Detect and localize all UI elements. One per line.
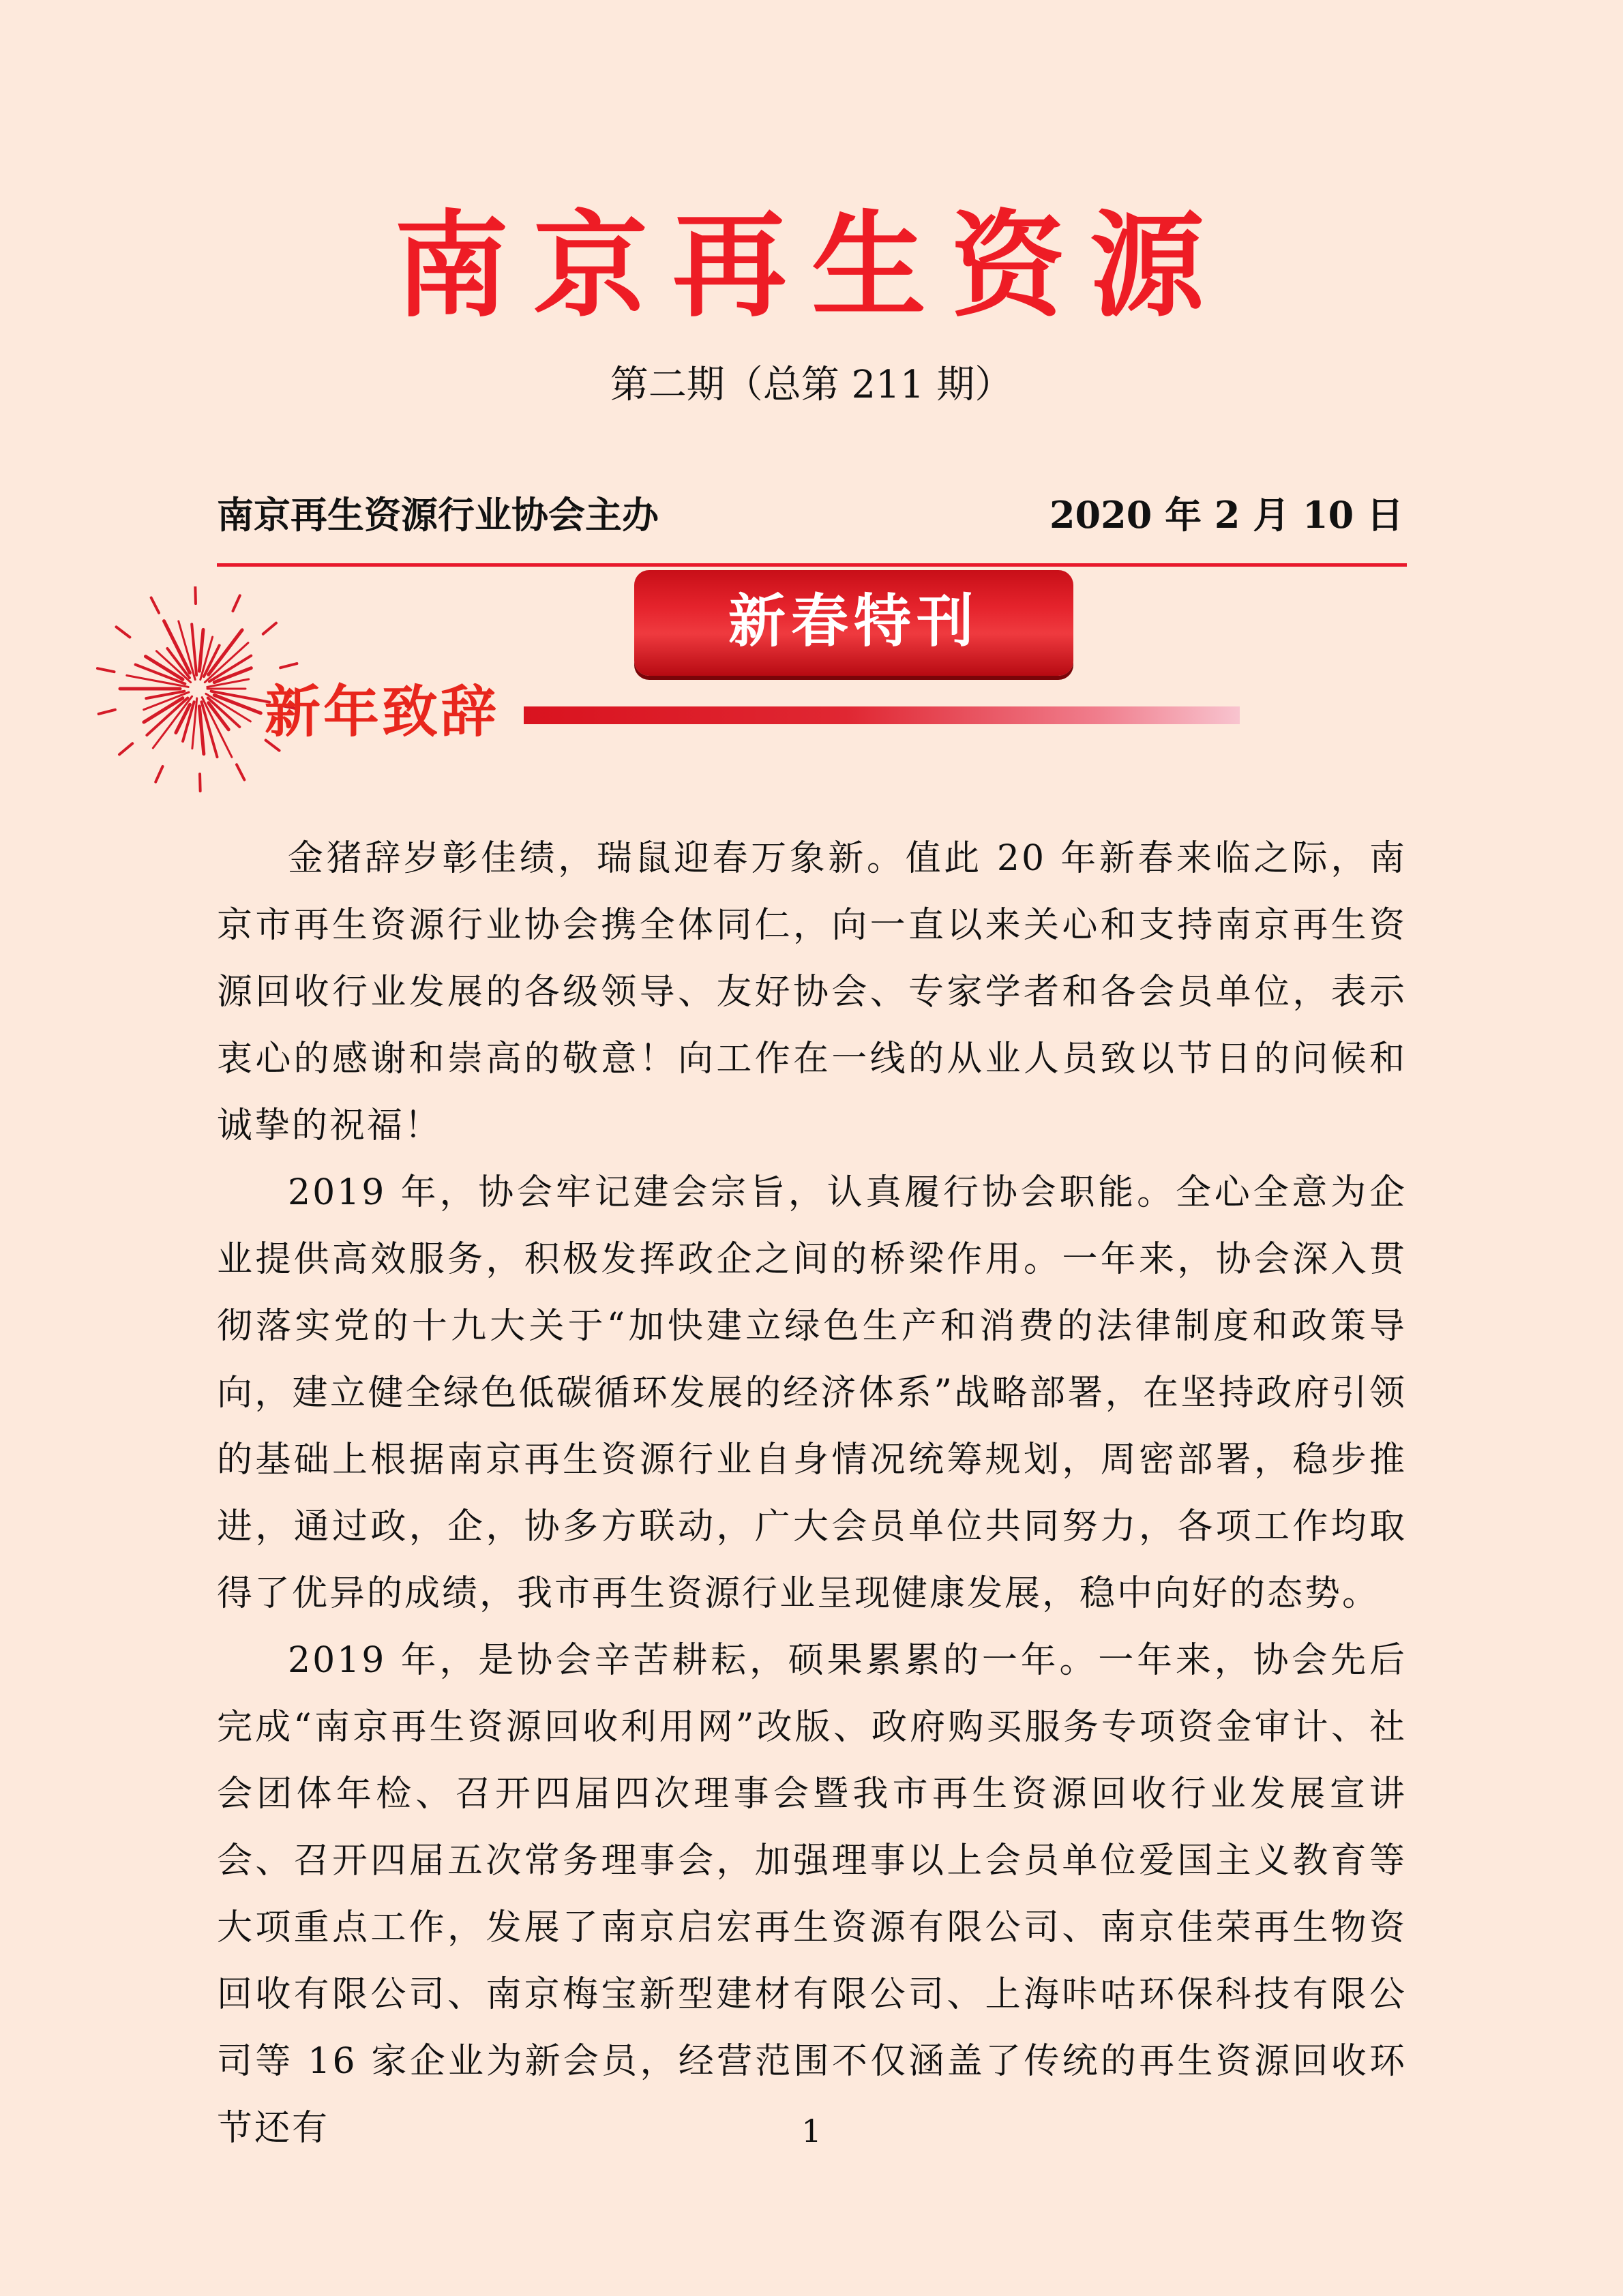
section-heading: 新年致辞 [265,680,500,745]
masthead-title: 南京再生资源 [394,199,1229,333]
article-paragraph: 2019 年，协会牢记建会宗旨，认真履行协会职能。全心全意为企业提供高效服务，积极发挥政企之间的桥梁作用。一年来，协会深入贯彻落实党的十九大关于“加快建立绿色生产和消费的法律制度和政策导向，建立健全绿色低碳循环发展的经济体系”战略部署，在坚持政府引领的基础上根据南京再生资源行业自身情况统筹规划，周密部署，稳步推进，通过政，企，协多方联动，广大会员单位共同努力，各项工作均取得了优异的成绩，我市再生资源行业呈现健康发展，稳中向好的态势。 [217,1172,1407,1614]
article-body [217,825,1407,2162]
special-issue-banner: 新春特刊 [634,570,1073,676]
organizer-label: 南京再生资源行业协会主办 [217,493,659,537]
article-paragraph: 2019 年，是协会辛苦耕耘，硕果累累的一年。一年来，协会先后完成“南京再生资源回收利用网”改版、政府购买服务专项资金审计、社会团体年检、召开四届四次理事会暨我市再生资源回收行业发展宣讲会、召开四届五次常务理事会，加强理事以上会员单位爱国主义教育等大项重点工作，发展了南京启宏再生资源有限公司、南京佳荣再生物资回收有限公司、南京梅宝新型建材有限公司、上海咔咕环保科技有限公司等 16 家企业为新会员，经营范围不仅涵盖了传统的再生资源回收环节还有 [217,1640,1407,2149]
article-paragraph: 金猪辞岁彰佳绩，瑞鼠迎春万象新。值此 20 年新春来临之际，南京市再生资源行业协会携全体同仁，向一直以来关心和支持南京再生资源回收行业发展的各级领导、友好协会、专家学者和各会员单位，表示衷心的感谢和崇高的敬意！向工作在一线的从业人员致以节日的问候和诚挚的祝福！ [217,838,1407,1146]
publication-date: 2020 年 2 月 10 日 [1049,493,1403,537]
header-divider [217,563,1407,567]
issue-number: 第二期（总第 211 期） [610,363,1013,407]
section-heading-bar [524,706,1240,724]
page-number: 1 [801,2113,822,2149]
